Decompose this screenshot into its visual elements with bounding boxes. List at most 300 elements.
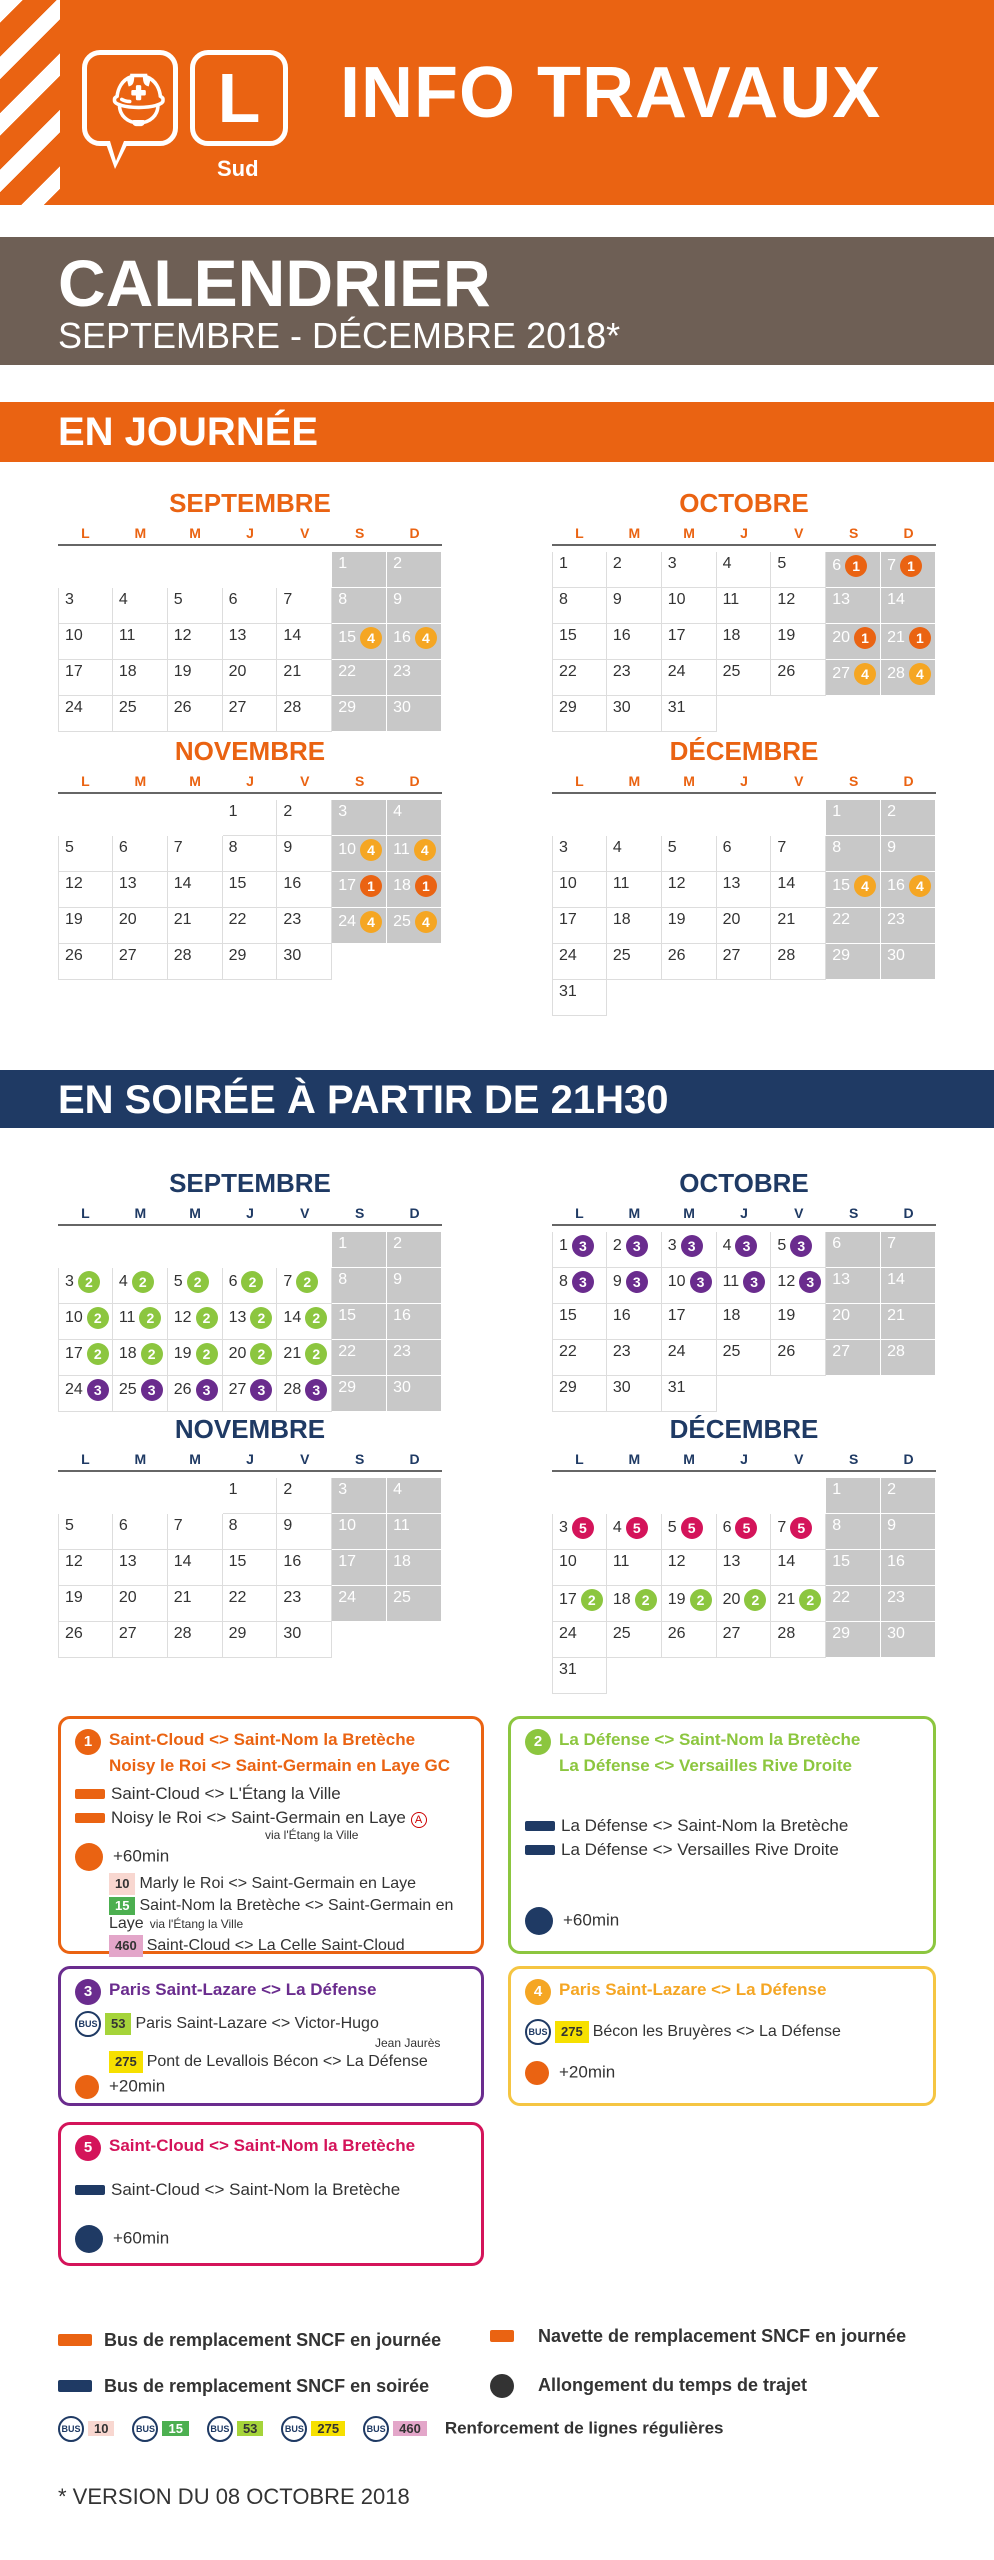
day-number: 17 bbox=[667, 627, 686, 644]
day-number: 24 bbox=[65, 1381, 83, 1399]
day-cell bbox=[607, 1340, 662, 1376]
day-number: 20 bbox=[118, 911, 137, 928]
day-number: 6 bbox=[722, 839, 732, 856]
day-number: 26 bbox=[667, 947, 686, 964]
day-number: 29 bbox=[559, 1379, 577, 1396]
weekday-label: S bbox=[355, 525, 365, 541]
day-cell bbox=[113, 1340, 168, 1376]
day-cell bbox=[607, 552, 662, 588]
day-number: 25 bbox=[393, 913, 411, 931]
day-number: 2 bbox=[612, 1237, 622, 1255]
month-grid bbox=[58, 1478, 442, 1658]
line-region: Sud bbox=[217, 156, 259, 181]
day-number: 4 bbox=[722, 555, 732, 572]
day-number: 21 bbox=[777, 911, 796, 928]
day-cell bbox=[387, 1550, 442, 1586]
line-badge: 2 bbox=[690, 1589, 712, 1611]
legend-reinforcement-label: Renforcement de lignes régulières bbox=[444, 2418, 724, 2438]
day-cell bbox=[552, 872, 607, 908]
day-number: 12 bbox=[173, 1309, 192, 1327]
day-cell bbox=[113, 836, 168, 872]
day-number: 17 bbox=[338, 877, 357, 895]
line-badge: 2 bbox=[799, 1589, 821, 1611]
day-cell bbox=[662, 836, 717, 872]
day-number: 11 bbox=[393, 1517, 410, 1534]
line-badge: 3 bbox=[790, 1235, 812, 1257]
day-number: 22 bbox=[559, 663, 577, 680]
day-number: 31 bbox=[559, 1661, 577, 1678]
day-cell bbox=[771, 1304, 826, 1340]
day-number: 23 bbox=[887, 911, 905, 928]
day-number: 13 bbox=[228, 627, 247, 644]
day-number: 27 bbox=[722, 1625, 741, 1642]
weekday-label: V bbox=[300, 1205, 310, 1221]
clock-icon bbox=[525, 2061, 549, 2085]
box-1-line-2-marker: A bbox=[411, 1812, 427, 1828]
day-cell bbox=[387, 1376, 442, 1412]
day-cell bbox=[58, 872, 113, 908]
day-cell bbox=[552, 944, 607, 980]
day-cell bbox=[771, 1514, 826, 1550]
day-cell bbox=[332, 908, 387, 944]
day-number: 10 bbox=[559, 875, 577, 892]
day-cell bbox=[552, 1232, 607, 1268]
weekday-label: L bbox=[575, 1451, 584, 1467]
day-number: 16 bbox=[393, 1307, 411, 1324]
weekday-label: M bbox=[134, 525, 147, 541]
day-cell bbox=[277, 1376, 332, 1412]
day-number: 6 bbox=[228, 591, 238, 608]
day-cell bbox=[277, 872, 332, 908]
day-number: 5 bbox=[173, 591, 183, 608]
day-cell bbox=[881, 908, 936, 944]
day-number: 4 bbox=[722, 1237, 732, 1255]
box-1-number: 1 bbox=[75, 1729, 101, 1755]
weekday-label: J bbox=[246, 1205, 254, 1221]
day-number: 26 bbox=[65, 947, 83, 964]
day-cell bbox=[552, 552, 607, 588]
day-cell bbox=[717, 552, 772, 588]
day-cell bbox=[552, 980, 607, 1016]
calendar-day-sep bbox=[58, 486, 442, 732]
day-cell bbox=[826, 624, 881, 660]
day-number: 17 bbox=[65, 1345, 83, 1363]
day-number: 13 bbox=[722, 1553, 741, 1570]
day-cell bbox=[662, 1514, 717, 1550]
day-cell bbox=[223, 588, 278, 624]
day-number: 7 bbox=[887, 557, 897, 575]
box-4-title: Paris Saint-Lazare <> La Défense bbox=[559, 1980, 827, 1999]
day-number: 18 bbox=[118, 1345, 137, 1363]
month-title: SEPTEMBRE bbox=[169, 488, 331, 518]
line-badge: 2 bbox=[141, 1343, 163, 1365]
day-cell bbox=[771, 1550, 826, 1586]
day-cell bbox=[881, 660, 936, 696]
day-number: 21 bbox=[777, 1591, 796, 1609]
day-cell bbox=[607, 660, 662, 696]
day-cell bbox=[826, 1622, 881, 1658]
day-cell bbox=[881, 1304, 936, 1340]
day-number: 20 bbox=[832, 629, 851, 647]
info-box-1 bbox=[58, 1716, 484, 1954]
day-number: 14 bbox=[887, 1271, 905, 1288]
day-number: 28 bbox=[887, 1343, 905, 1360]
line-tag: 275 bbox=[311, 2421, 345, 2436]
day-number: 16 bbox=[612, 627, 631, 644]
day-number: 3 bbox=[559, 1519, 568, 1537]
day-cell bbox=[332, 1268, 387, 1304]
weekday-label: D bbox=[903, 773, 914, 789]
day-number: 16 bbox=[887, 877, 905, 895]
day-cell bbox=[58, 1304, 113, 1340]
box-1-tag-1: 10 bbox=[109, 1873, 135, 1895]
line-badge: 2 bbox=[305, 1307, 327, 1329]
day-cell bbox=[277, 1304, 332, 1340]
day-number: 12 bbox=[667, 1553, 686, 1570]
day-cell bbox=[223, 1304, 278, 1340]
day-cell bbox=[332, 552, 387, 588]
day-number: 5 bbox=[65, 839, 74, 856]
day-number: 17 bbox=[667, 1307, 686, 1324]
weekday-label: V bbox=[794, 1205, 804, 1221]
box-4-time: +20min bbox=[559, 2062, 616, 2082]
day-number: 7 bbox=[173, 1517, 183, 1534]
day-cell bbox=[771, 1340, 826, 1376]
day-cell bbox=[826, 872, 881, 908]
month-grid bbox=[552, 800, 936, 1016]
day-cell bbox=[662, 624, 717, 660]
day-cell bbox=[168, 1268, 223, 1304]
day-cell bbox=[387, 1304, 442, 1340]
line-tag: 15 bbox=[162, 2421, 188, 2436]
day-cell bbox=[662, 1586, 717, 1622]
day-cell bbox=[552, 1304, 607, 1340]
day-number: 28 bbox=[283, 699, 302, 716]
section-evening: EN SOIRÉE À PARTIR DE 21H30 bbox=[0, 1070, 994, 1128]
day-number: 19 bbox=[65, 911, 83, 928]
day-cell bbox=[223, 1622, 278, 1658]
day-cell bbox=[826, 1550, 881, 1586]
weekday-header bbox=[552, 520, 936, 546]
day-cell bbox=[662, 1268, 717, 1304]
day-number: 7 bbox=[173, 839, 183, 856]
day-number: 4 bbox=[393, 803, 403, 820]
calendar-day-dec bbox=[552, 734, 936, 1016]
weekday-label: L bbox=[81, 1451, 90, 1467]
month-grid bbox=[58, 552, 442, 732]
month-grid bbox=[552, 1478, 936, 1694]
day-cell bbox=[277, 696, 332, 732]
line-badge: 3 bbox=[305, 1379, 327, 1401]
day-number: 4 bbox=[118, 591, 128, 608]
day-cell bbox=[826, 588, 881, 624]
weekday-label: S bbox=[849, 773, 859, 789]
day-number: 26 bbox=[65, 1625, 83, 1642]
day-cell bbox=[332, 1478, 387, 1514]
weekday-label: M bbox=[189, 1451, 201, 1467]
weekday-label: L bbox=[81, 525, 90, 541]
day-number: 19 bbox=[667, 1591, 686, 1609]
day-cell bbox=[771, 660, 826, 696]
day-cell bbox=[387, 1586, 442, 1622]
weekday-label: M bbox=[134, 1205, 147, 1221]
day-number: 3 bbox=[667, 555, 677, 572]
day-cell bbox=[662, 1622, 717, 1658]
day-number: 12 bbox=[667, 875, 686, 892]
day-cell bbox=[332, 836, 387, 872]
day-number: 23 bbox=[283, 911, 302, 928]
day-cell bbox=[223, 944, 278, 980]
day-cell bbox=[826, 1586, 881, 1622]
day-cell bbox=[58, 624, 113, 660]
weekday-label: D bbox=[903, 1205, 914, 1221]
day-number: 15 bbox=[228, 1553, 247, 1570]
day-number: 18 bbox=[118, 663, 137, 680]
day-number: 13 bbox=[228, 1309, 247, 1327]
line-badge: 4 bbox=[415, 627, 437, 649]
box-3-reinforcement-1: Paris Saint-Lazare <> Victor-Hugo bbox=[135, 2015, 379, 2033]
day-number: 13 bbox=[722, 875, 741, 892]
day-cell bbox=[826, 1514, 881, 1550]
day-cell bbox=[552, 1268, 607, 1304]
day-number: 20 bbox=[722, 911, 741, 928]
month-title: NOVEMBRE bbox=[174, 1414, 326, 1444]
weekday-label: D bbox=[409, 1451, 420, 1467]
box-3-title: Paris Saint-Lazare <> La Défense bbox=[109, 1980, 377, 1999]
day-number: 8 bbox=[559, 1273, 568, 1291]
line-badge: 4 bbox=[360, 627, 382, 649]
day-number: 21 bbox=[173, 1589, 192, 1606]
month-grid bbox=[552, 552, 936, 732]
day-cell bbox=[662, 1340, 717, 1376]
weekday-label: S bbox=[849, 525, 859, 541]
section-day: EN JOURNÉE bbox=[0, 402, 994, 462]
weekday-label: M bbox=[189, 1205, 201, 1221]
weekday-label: J bbox=[246, 773, 254, 789]
day-number: 24 bbox=[338, 913, 357, 931]
month-grid bbox=[58, 800, 442, 980]
line-badge: 2 bbox=[139, 1307, 161, 1329]
box-3-time: +20min bbox=[109, 2076, 166, 2096]
line-badge: 4 bbox=[854, 663, 876, 685]
day-cell bbox=[332, 1340, 387, 1376]
line-badge: 5 bbox=[572, 1517, 594, 1539]
day-cell bbox=[332, 1586, 387, 1622]
day-number: 2 bbox=[393, 1235, 403, 1252]
day-number: 15 bbox=[228, 875, 247, 892]
day-number: 22 bbox=[832, 1589, 851, 1606]
day-cell bbox=[771, 1586, 826, 1622]
day-number: 12 bbox=[173, 627, 192, 644]
day-number: 3 bbox=[65, 1273, 74, 1291]
day-cell bbox=[277, 1514, 332, 1550]
weekday-label: M bbox=[628, 525, 641, 541]
bus-badge-icon: BUS bbox=[525, 2019, 551, 2045]
day-number: 29 bbox=[832, 947, 851, 964]
month-title: OCTOBRE bbox=[679, 488, 809, 518]
line-badge: 4 bbox=[415, 911, 437, 933]
weekday-label: D bbox=[903, 525, 914, 541]
day-cell bbox=[552, 624, 607, 660]
box-5-time: +60min bbox=[113, 2228, 170, 2248]
day-number: 10 bbox=[559, 1553, 577, 1570]
day-cell bbox=[607, 1586, 662, 1622]
day-number: 4 bbox=[612, 1519, 622, 1537]
day-cell bbox=[58, 836, 113, 872]
day-cell bbox=[387, 872, 442, 908]
box-5-line-1: Saint-Cloud <> Saint-Nom la Bretèche bbox=[111, 2180, 401, 2199]
weekday-label: L bbox=[81, 773, 90, 789]
day-cell bbox=[826, 1304, 881, 1340]
day-cell bbox=[387, 800, 442, 836]
month-title: OCTOBRE bbox=[679, 1168, 809, 1198]
day-cell bbox=[58, 1376, 113, 1412]
day-number: 11 bbox=[118, 627, 136, 644]
weekday-label: S bbox=[355, 773, 365, 789]
box-1-reinforcement-2-via: via l'Étang la Ville bbox=[149, 1917, 244, 1931]
day-number: 28 bbox=[887, 665, 905, 683]
day-number: 9 bbox=[612, 1273, 622, 1291]
weekday-label: M bbox=[628, 773, 641, 789]
day-cell bbox=[607, 944, 662, 980]
day-cell bbox=[881, 552, 936, 588]
day-number: 11 bbox=[393, 841, 410, 859]
weekday-label: S bbox=[849, 1205, 859, 1221]
day-cell bbox=[881, 624, 936, 660]
weekday-label: J bbox=[740, 1451, 748, 1467]
shuttle-day-icon bbox=[490, 2330, 514, 2342]
day-number: 31 bbox=[667, 1379, 686, 1396]
day-cell bbox=[58, 1586, 113, 1622]
day-cell bbox=[168, 944, 223, 980]
day-number: 7 bbox=[283, 591, 293, 608]
day-number: 1 bbox=[228, 803, 238, 820]
day-number: 2 bbox=[612, 555, 622, 572]
legend-bus-day: Bus de remplacement SNCF en journée bbox=[58, 2330, 441, 2351]
day-number: 1 bbox=[559, 555, 568, 572]
day-number: 30 bbox=[612, 1379, 631, 1396]
line-badge: 2 bbox=[296, 1271, 318, 1293]
month-grid bbox=[552, 1232, 936, 1412]
day-cell bbox=[223, 800, 278, 836]
day-cell bbox=[607, 1622, 662, 1658]
day-cell bbox=[717, 1268, 772, 1304]
box-2-title: La Défense <> Saint-Nom la Bretèche La Défense <> Versailles Rive Droite bbox=[559, 1730, 861, 1775]
day-number: 22 bbox=[338, 1343, 357, 1360]
day-number: 24 bbox=[559, 947, 577, 964]
box-1-reinforcement-1: Marly le Roi <> Saint-Germain en Laye bbox=[139, 1875, 417, 1892]
day-cell bbox=[332, 872, 387, 908]
day-cell bbox=[771, 908, 826, 944]
day-number: 15 bbox=[338, 629, 357, 647]
month-grid bbox=[58, 1232, 442, 1412]
day-cell bbox=[113, 624, 168, 660]
box-1-tag-3: 460 bbox=[109, 1935, 143, 1957]
legend-shuttle-day: Navette de remplacement SNCF en journée bbox=[490, 2326, 906, 2347]
month-title: NOVEMBRE bbox=[174, 736, 326, 766]
line-badge: 3 bbox=[572, 1271, 594, 1293]
weekday-label: J bbox=[246, 1451, 254, 1467]
day-number: 23 bbox=[393, 1343, 411, 1360]
calendar-day-oct bbox=[552, 486, 936, 732]
legend-extension: Allongement du temps de trajet bbox=[490, 2374, 807, 2398]
day-cell bbox=[168, 872, 223, 908]
day-cell bbox=[881, 872, 936, 908]
line-tag: 460 bbox=[393, 2421, 427, 2436]
day-cell bbox=[332, 696, 387, 732]
day-cell bbox=[168, 1340, 223, 1376]
info-box-4 bbox=[508, 1966, 936, 2106]
day-cell bbox=[223, 908, 278, 944]
day-number: 30 bbox=[283, 947, 302, 964]
day-number: 12 bbox=[777, 591, 796, 608]
day-number: 25 bbox=[612, 1625, 631, 1642]
day-cell bbox=[552, 588, 607, 624]
day-number: 8 bbox=[338, 591, 348, 608]
day-number: 1 bbox=[228, 1481, 238, 1498]
bus-evening-icon bbox=[75, 2185, 105, 2195]
weekday-label: M bbox=[683, 1451, 695, 1467]
day-number: 23 bbox=[887, 1589, 905, 1606]
day-cell bbox=[607, 872, 662, 908]
bus-evening-icon bbox=[525, 1845, 555, 1855]
day-number: 21 bbox=[283, 663, 302, 680]
day-number: 24 bbox=[559, 1625, 577, 1642]
weekday-label: V bbox=[794, 773, 804, 789]
day-cell bbox=[223, 1514, 278, 1550]
day-number: 27 bbox=[832, 1343, 851, 1360]
weekday-label: V bbox=[794, 525, 804, 541]
day-cell bbox=[552, 836, 607, 872]
day-cell bbox=[58, 1622, 113, 1658]
box-2-line-2: La Défense <> Versailles Rive Droite bbox=[561, 1840, 839, 1859]
day-number: 11 bbox=[722, 591, 740, 608]
day-cell bbox=[717, 660, 772, 696]
day-cell bbox=[387, 588, 442, 624]
day-number: 1 bbox=[338, 555, 348, 572]
day-cell bbox=[223, 660, 278, 696]
day-cell bbox=[277, 944, 332, 980]
shuttle-day-icon bbox=[75, 1813, 105, 1823]
day-number: 13 bbox=[832, 591, 851, 608]
clock-icon bbox=[75, 2225, 103, 2253]
day-number: 14 bbox=[173, 875, 192, 892]
day-cell bbox=[113, 1304, 168, 1340]
line-badge: 3 bbox=[87, 1379, 109, 1401]
day-cell bbox=[277, 588, 332, 624]
day-cell bbox=[717, 1514, 772, 1550]
day-number: 29 bbox=[228, 1625, 247, 1642]
info-logo bbox=[82, 50, 178, 146]
month-title: DÉCEMBRE bbox=[669, 1414, 819, 1444]
weekday-label: J bbox=[246, 525, 254, 541]
clock-icon bbox=[490, 2374, 514, 2398]
day-cell bbox=[552, 1622, 607, 1658]
weekday-label: S bbox=[355, 1451, 365, 1467]
day-number: 17 bbox=[559, 911, 577, 928]
day-cell bbox=[168, 836, 223, 872]
day-number: 11 bbox=[612, 875, 630, 892]
day-cell bbox=[168, 624, 223, 660]
clock-icon bbox=[75, 1843, 103, 1871]
day-cell bbox=[113, 908, 168, 944]
day-number: 7 bbox=[887, 1235, 897, 1252]
day-number: 15 bbox=[559, 627, 577, 644]
day-cell bbox=[332, 1514, 387, 1550]
line-badge: 4 bbox=[909, 663, 931, 685]
day-cell bbox=[717, 624, 772, 660]
box-1-line-2-via: via l'Étang la Ville bbox=[265, 1828, 359, 1842]
